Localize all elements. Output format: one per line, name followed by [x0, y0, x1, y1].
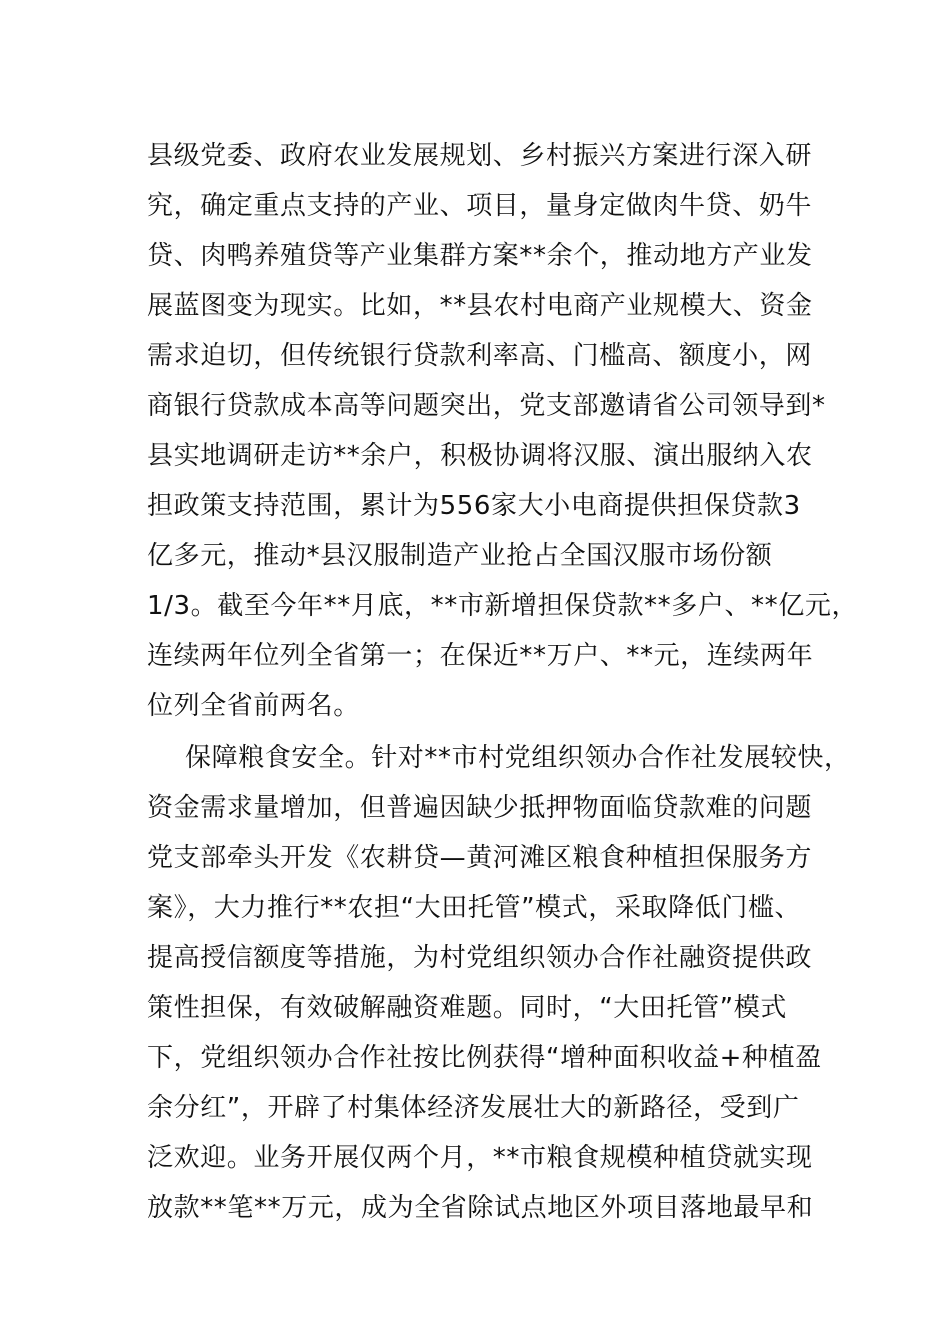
text-line: 究，确定重点支持的产业、项目，量身定做肉牛贷、奶牛 [147, 191, 813, 221]
paragraph-food-security [147, 733, 851, 1233]
body-text [147, 131, 859, 1233]
text-line: 下，党组织领办合作社按比例获得“增种面积收益+种植盈 [147, 1043, 822, 1073]
text-line: 需求迫切，但传统银行贷款利率高、门槛高、额度小，网 [147, 341, 813, 371]
text-line: 案》，大力推行**农担“大田托管”模式，采取降低门槛、 [147, 893, 802, 923]
text-line: 余分红”，开辟了村集体经济发展壮大的新路径，受到广 [147, 1093, 800, 1123]
paragraph-rural-industry [147, 131, 859, 731]
text-line: 担政策支持范围，累计为556家大小电商提供担保贷款3 [147, 491, 801, 521]
text-line: 党支部牵头开发《农耕贷—黄河滩区粮食种植担保服务方 [147, 843, 813, 873]
text-line: 提高授信额度等措施，为村党组织领办合作社融资提供政 [147, 943, 813, 973]
text-line: 亿多元，推动*县汉服制造产业抢占全国汉服市场份额 [147, 541, 773, 571]
text-line: 泛欢迎。业务开展仅两个月，**市粮食规模种植贷就实现 [147, 1143, 813, 1173]
text-line: 资金需求量增加，但普遍因缺少抵押物面临贷款难的问题 [147, 793, 813, 823]
text-line: 1/3。截至今年**月底，**市新增担保贷款**多户、**亿元， [147, 591, 859, 621]
text-line: 展蓝图变为现实。比如，**县农村电商产业规模大、资金 [147, 291, 813, 321]
text-line: 县级党委、政府农业发展规划、乡村振兴方案进行深入研 [147, 141, 813, 171]
text-line: 放款**笔**万元，成为全省除试点地区外项目落地最早和 [147, 1193, 814, 1223]
text-line: 保障粮食安全。针对**市村党组织领办合作社发展较快， [185, 743, 851, 773]
text-line: 县实地调研走访**余户，积极协调将汉服、演出服纳入农 [147, 441, 813, 471]
text-line: 连续两年位列全省第一；在保近**万户、**元，连续两年 [147, 641, 814, 671]
text-line: 商银行贷款成本高等问题突出，党支部邀请省公司领导到* [147, 391, 826, 421]
text-line: 策性担保，有效破解融资难题。同时，“大田托管”模式 [147, 993, 787, 1023]
text-line: 贷、肉鸭养殖贷等产业集群方案**余个，推动地方产业发 [147, 241, 813, 271]
text-line: 位列全省前两名。 [147, 691, 360, 721]
